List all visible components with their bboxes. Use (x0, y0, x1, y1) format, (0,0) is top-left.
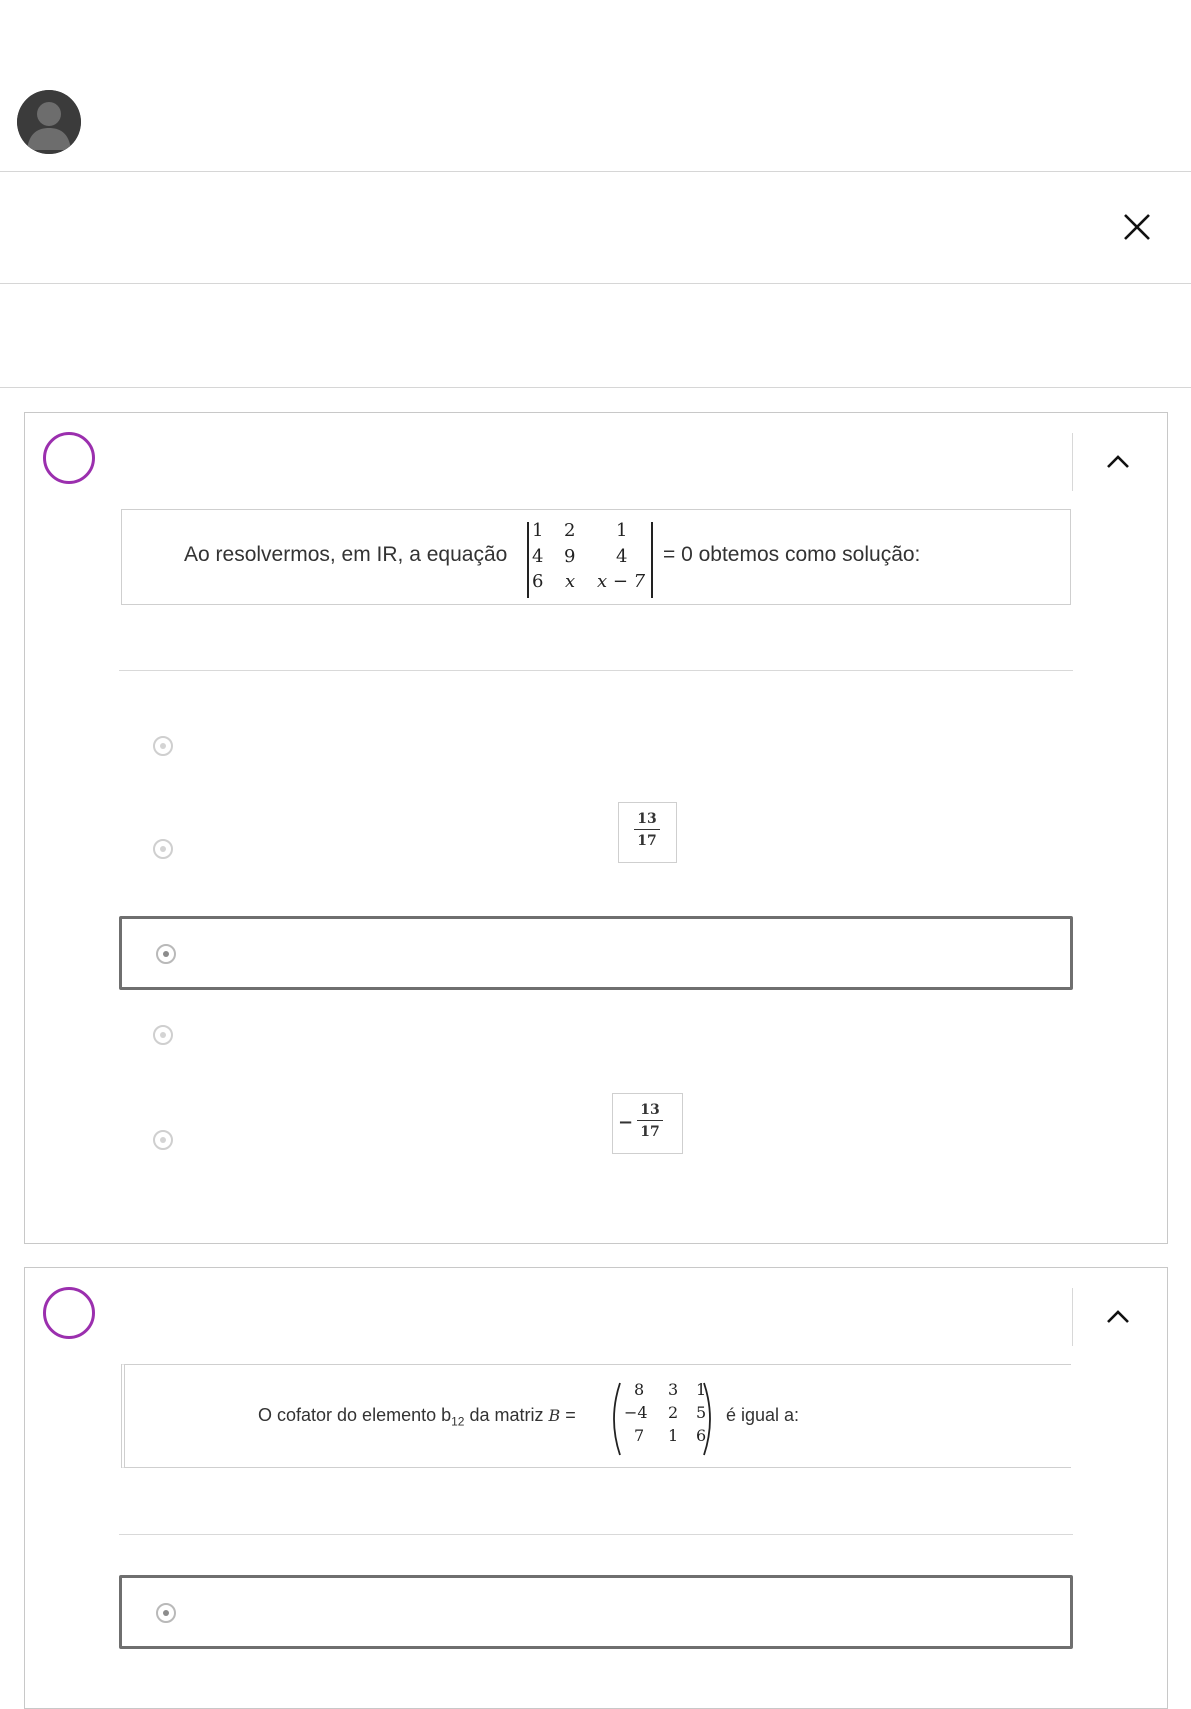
matrix-cell: 9 (564, 546, 576, 567)
matrix-variable: B (548, 1406, 561, 1425)
question-statement (121, 509, 1071, 605)
options-divider (119, 670, 1073, 671)
matrix-cell: 4 (616, 546, 628, 567)
matrix-cell: x (565, 571, 576, 592)
matrix-cell: 7 (634, 1426, 645, 1445)
subscript: 12 (451, 1414, 465, 1429)
question-text-before: Ao resolvermos, em IR, a equação (184, 543, 508, 566)
option-a-selected[interactable] (119, 1575, 1073, 1649)
matrix-cell: 1 (532, 520, 544, 541)
chevron-up-icon[interactable] (1105, 451, 1131, 471)
question-card-2 (24, 1267, 1168, 1709)
option-radio-d[interactable] (153, 1025, 173, 1045)
matrix-cell: 1 (668, 1426, 679, 1445)
question-status-circle (43, 1287, 95, 1339)
toolbar-divider (0, 283, 1191, 284)
option-radio-e[interactable] (153, 1130, 173, 1150)
card-header-divider (1072, 433, 1073, 491)
question-card-1 (24, 412, 1168, 1244)
header-divider (0, 171, 1191, 172)
option-c-selected[interactable] (119, 916, 1073, 990)
fraction-sign: − (618, 1112, 634, 1133)
option-b-fraction (618, 802, 677, 863)
content-divider (0, 387, 1191, 388)
user-avatar-icon[interactable] (17, 90, 81, 154)
matrix-cell: 1 (696, 1380, 707, 1399)
matrix-cell: 5 (696, 1403, 707, 1422)
option-radio-a[interactable] (153, 736, 173, 756)
matrix-cell: 4 (532, 546, 544, 567)
option-radio-b[interactable] (153, 839, 173, 859)
matrix-cell: 6 (696, 1426, 707, 1445)
matrix-cell: −4 (624, 1403, 648, 1422)
question-text-after: é igual a: (726, 1405, 800, 1425)
card-header-divider (1072, 1288, 1073, 1346)
question-text: O cofator do elemento $b_{12}$ da matriz B = (258, 1405, 576, 1429)
fraction-denominator: 17 (640, 1124, 660, 1140)
fraction-numerator: 13 (637, 1102, 663, 1121)
fraction-denominator: 17 (637, 833, 657, 849)
option-e-fraction (612, 1093, 683, 1154)
option-radio-c[interactable] (156, 944, 176, 964)
options-divider (119, 1534, 1073, 1535)
fraction-numerator: 13 (634, 811, 660, 830)
equals-sign: = (565, 1405, 576, 1425)
matrix-cell: 2 (564, 520, 576, 541)
matrix-cell: x − 7 (597, 571, 646, 592)
close-icon[interactable] (1120, 210, 1154, 244)
chevron-up-icon[interactable] (1105, 1306, 1131, 1326)
matrix-cell: 6 (532, 571, 544, 592)
matrix-cell: 8 (634, 1380, 645, 1399)
matrix-cell: 3 (668, 1380, 679, 1399)
matrix-cell: 1 (616, 520, 628, 541)
question-text-after: = 0 obtemos como solução: (663, 543, 921, 566)
matrix-cell: 2 (668, 1403, 679, 1422)
question-statement (121, 1364, 1071, 1468)
question-status-circle (43, 432, 95, 484)
option-radio-a[interactable] (156, 1603, 176, 1623)
